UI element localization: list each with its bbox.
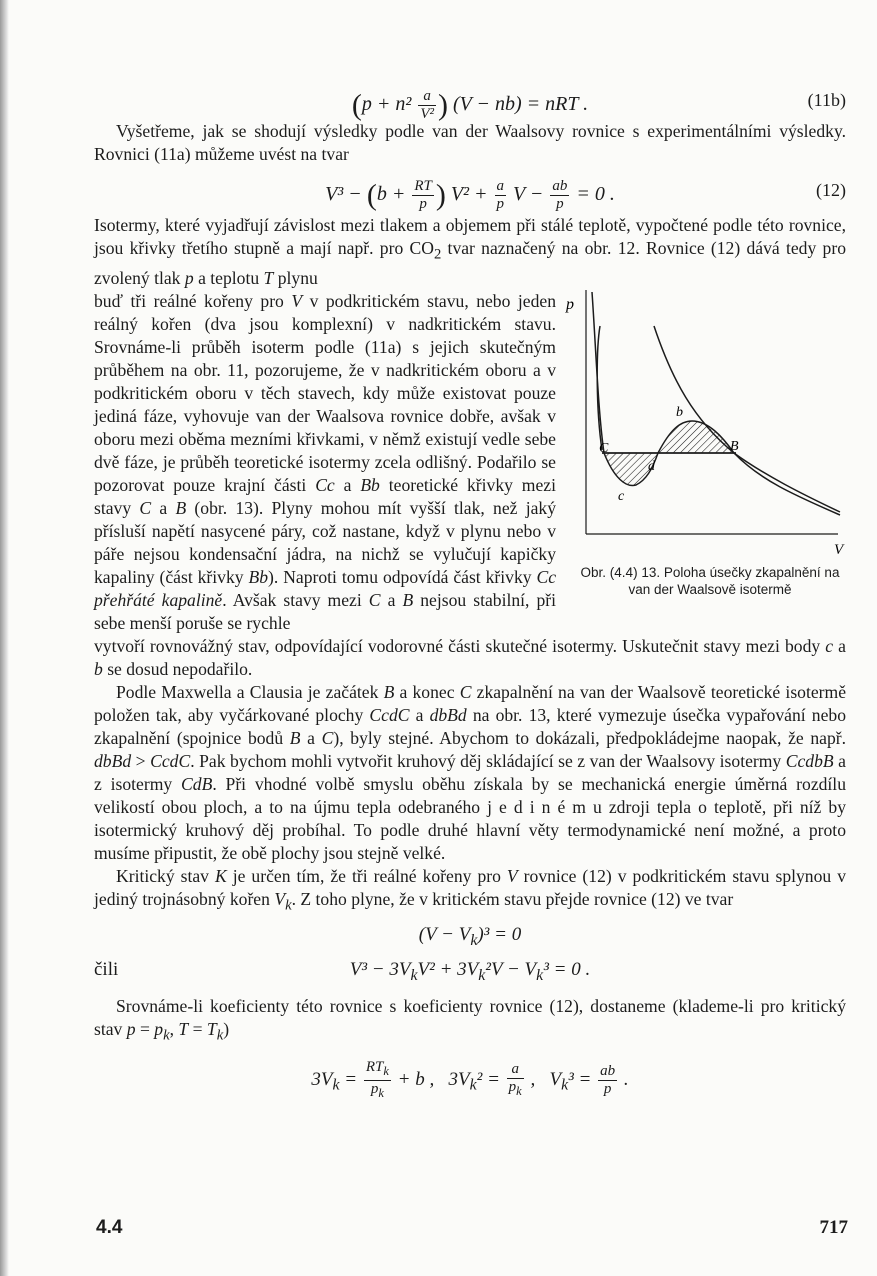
equation-12-body: V³ − (b + $\frac{RT}{p}$ ) V² + $\frac{a}{p}$ V − $\frac{ab}{p}$ = 0 . xyxy=(325,178,615,212)
point-c-label: c xyxy=(618,488,625,504)
equation-11b-body: (p + n² $\frac{a}{\text{V²}}$ ) (V − nb) = nRT . xyxy=(351,88,589,122)
point-C-label: C xyxy=(599,440,609,456)
paragraph-2-tail: vytvoří rovnovážný stav, odpovídající vodorovné části skutečné isotermy. Uskutečnit stavy mezi body c a b se dosud nepodařilo. xyxy=(94,635,846,679)
paragraph-3: Podle Maxwella a Clausia je začátek B a konec C zkapalnění na van der Waalsově teoretické isotermě položen tak, aby vyčárkované plochy CcdC a dbBd na obr. 13, které vymezuje úsečka vypařování nebo zkapalnění (spojnice bodů B a C), byly stejné. Abychom to dokázali, předpokládejme naopak, že např. dbBd > CcdC. Pak bychom mohli vytvořit kruhový děj skládající se z van der Waalsovy isotermy CcdbB a z isotermy CdB. Při vhodné volbě smyslu oběhu získala by se mechanická energie úměrná rozdílu velikostí obou ploch, a to na újmu tepla odebraného j e d i n é m u zdroji tepla o teplotě, při níž by isotermický kruhový děj probíhal. To podle druhé hlavní věty termodynamické není možné, a proto musíme připustit, že obě plochy jsou stejně velké. xyxy=(94,681,847,863)
figure-13-caption: Obr. (4.4) 13. Poloha úsečky zkapalnění na van der Waalsově isotermě xyxy=(580,564,840,597)
paragraph-1: Vyšetřeme, jak se shodují výsledky podle van der Waalsovy rovnice s experimentálními výsledky. Rovnici (11a) můžeme uvést na tvar xyxy=(94,121,846,164)
text-with-figure xyxy=(94,290,846,635)
document-page xyxy=(94,80,846,1106)
equation-critical-coefficients: $3V_k$ = $\frac{RT_k}{p_k}$ + b , $3V_k^2$ = $\frac{a}{p_k}$ , $V_k^3$ = $\frac{ab}{p}$ . xyxy=(311,1059,629,1101)
equation-cube: $(V - V_k)^3 = 0$ xyxy=(418,924,522,949)
v-axis-label: V xyxy=(834,541,844,558)
paragraph-2-flow: buď tři reálné kořeny pro V v podkritickém stavu, nebo jeden reálný kořen (dva jsou komplexní) v nadkritickém stavu. Srovnáme-li průběh isoterm podle (11a) s jejich skutečným průběhem na obr. 11, pozorujeme, že v nadkritickém oboru a v podkritickém oboru v těch stavech, kdy může existovat pouze jediná fáze, vyhovuje van der Waalsova rovnice dobře, avšak v oboru mezi oběma mezními křivkami, v němž existují vedle sebe dvě fáze, je průběh teoretické isotermy zcela odlišný. Podařilo se pozorovat pouze krajní části Cc a Bb teoretické křivky mezi stavy C a B (obr. 13). Plyny mohou mít vyšší tlak, než jaký přísluší napětí nasycené páry, což nastane, když v plynu nebo v páře nejsou kondensační jádra, na nichž se vylučují kapičky kapaliny (část křivky Bb). Naproti tomu odpovídá část křivky Cc přehřáté kapalině. Avšak stavy mezi C a B nejsou stabilní, při sebe menší poruše se rychle xyxy=(94,290,557,633)
paragraph-5: Srovnáme-li koeficienty této rovnice s koeficienty rovnice (12), dostaneme (klademe-li pro kritický stav $p = p_k$, $T = T_k$) xyxy=(94,995,846,1044)
equation-expanded-line xyxy=(94,955,846,985)
section-number: 4.4 xyxy=(96,1217,123,1238)
cili-word: čili xyxy=(94,958,119,980)
paragraph-4: Kritický stav K je určen tím, že tři reálné kořeny pro V rovnice (12) v podkritickém stavu splynou v jediný trojnásobný kořen $V_k$. Z toho plyne, že v kritickém stavu přejde rovnice (12) ve tvar xyxy=(94,865,846,914)
p-axis-label: p xyxy=(566,295,574,313)
page-footer xyxy=(96,1217,848,1247)
point-d-label: d xyxy=(648,458,655,474)
page-number: 717 xyxy=(819,1217,848,1238)
point-B-label: B xyxy=(730,438,739,454)
figure-13 xyxy=(566,290,846,635)
equation-11b xyxy=(94,80,846,120)
van-der-waals-isotherm-plot xyxy=(566,290,846,560)
equation-expanded: $V^3 - 3V_kV^2 + 3V_k^2V - V_k^3 = 0$ . xyxy=(349,958,591,984)
paragraph-2: Isotermy, které vyjadřují závislost mezi tlakem a objemem při stálé teplotě, vypočtené podle této rovnice, jsou křivky třetího stupně a mají např. pro $CO_2$ tvar naznačený na obr. 12. Rovnice (12) dává tedy pro zvolený tlak p a teplotu T plynu xyxy=(94,215,846,288)
equation-12 xyxy=(94,170,846,214)
page-edge-shadow xyxy=(0,0,9,1276)
equation-12-number: (12) xyxy=(816,180,846,200)
point-b-label: b xyxy=(676,404,683,420)
equation-11b-number: (11b) xyxy=(807,90,846,110)
